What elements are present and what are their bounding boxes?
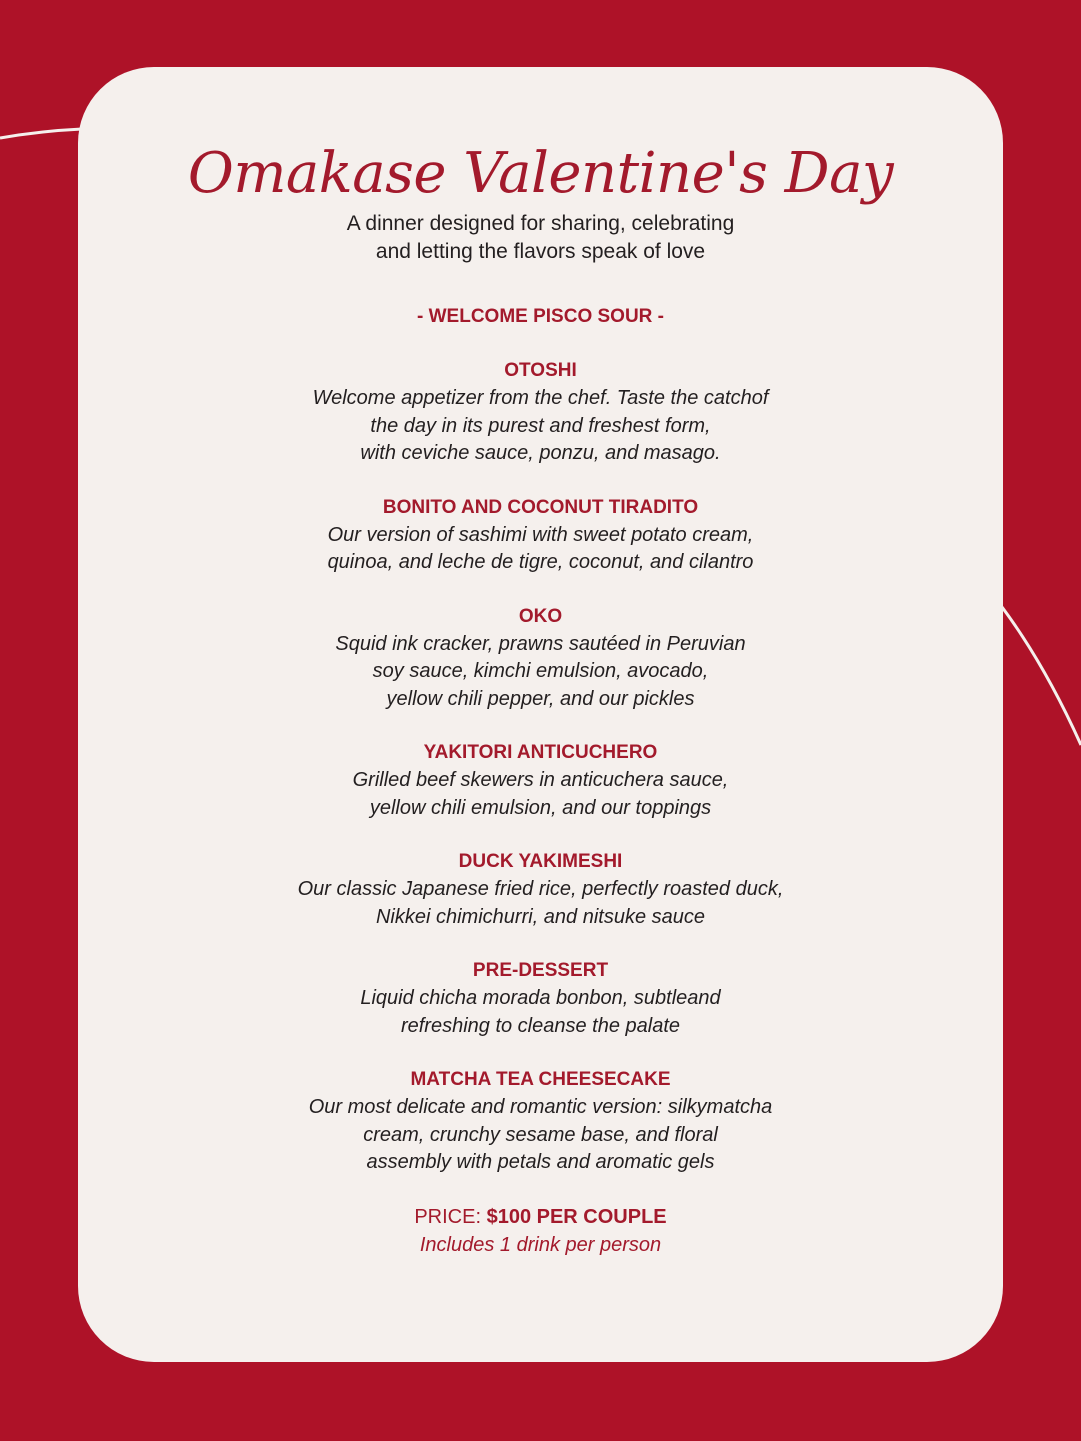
- course-description: [78, 522, 1003, 577]
- course-description: [78, 876, 1003, 931]
- course-name: OTOSHI: [504, 360, 577, 381]
- description-line: refreshing to cleanse the palate: [400, 1014, 681, 1037]
- course-pre-dessert: [78, 957, 1003, 1040]
- course-name: BONITO AND COCONUT TIRADITO: [382, 496, 699, 518]
- description-line: Our classic Japanese fried rice, perfectly roasted duck,: [297, 878, 784, 900]
- course-name: YAKITORI ANTICUCHERO: [423, 742, 658, 763]
- course-description: [78, 1094, 1003, 1177]
- description-line: assembly with petals and aromatic gels: [366, 1151, 715, 1173]
- description-line: Nikkei chimichurri, and nitsuke sauce: [375, 905, 706, 928]
- description-line: Squid ink cracker, prawns sautéed in Peruvian: [335, 632, 746, 655]
- price-note: Includes 1 drink per person: [419, 1233, 662, 1256]
- course-oko: [78, 603, 1003, 714]
- description-line: with ceviche sauce, ponzu, and masago.: [360, 442, 721, 464]
- price-label: PRICE:: [414, 1205, 487, 1228]
- course-name: PRE-DESSERT: [472, 960, 609, 981]
- left-curve-line: [0, 129, 82, 138]
- price-value: $100 PER COUPLE: [486, 1205, 667, 1228]
- welcome-drink: - WELCOME PISCO SOUR -: [417, 306, 664, 327]
- menu-card: [78, 67, 1003, 1362]
- description-line: Grilled beef skewers in anticuchera sauce,: [352, 769, 729, 791]
- menu-subtitle: [78, 210, 1003, 266]
- description-line: the day in its purest and freshest form,: [370, 414, 711, 437]
- pricing-block: [78, 1203, 1003, 1259]
- course-description: [78, 767, 1003, 822]
- course-matcha-cheesecake: [78, 1066, 1003, 1177]
- course-description: [78, 385, 1003, 468]
- course-name: OKO: [518, 605, 563, 627]
- subtitle-line: and letting the flavors speak of love: [375, 240, 706, 263]
- menu-content: [78, 303, 1003, 1259]
- subtitle-line: A dinner designed for sharing, celebrating: [346, 212, 735, 235]
- right-curve-line: [1002, 607, 1081, 745]
- course-name: MATCHA TEA CHEESECAKE: [410, 1069, 671, 1090]
- course-name: DUCK YAKIMESHI: [458, 851, 623, 872]
- price-line: [78, 1203, 1003, 1231]
- description-line: yellow chili pepper, and our pickles: [386, 687, 695, 710]
- course-duck-yakimeshi: [78, 848, 1003, 931]
- description-line: quinoa, and leche de tigre, coconut, and cilantro: [327, 551, 754, 573]
- description-line: soy sauce, kimchi emulsion, avocado,: [372, 660, 709, 682]
- description-line: Our most delicate and romantic version: silkymatcha: [308, 1096, 773, 1118]
- course-yakitori-anticuchero: [78, 739, 1003, 822]
- description-line: Our version of sashimi with sweet potato cream,: [327, 523, 754, 546]
- description-line: yellow chili emulsion, and our toppings: [369, 796, 712, 819]
- course-bonito-tiradito: [78, 494, 1003, 577]
- course-description: [78, 631, 1003, 714]
- description-line: Liquid chicha morada bonbon, subtleand: [360, 987, 721, 1009]
- description-line: Welcome appetizer from the chef. Taste the catchof: [312, 387, 769, 409]
- menu-title: Omakase Valentine's Day: [187, 141, 894, 206]
- course-otoshi: [78, 357, 1003, 468]
- course-description: [78, 985, 1003, 1040]
- description-line: cream, crunchy sesame base, and floral: [363, 1123, 718, 1146]
